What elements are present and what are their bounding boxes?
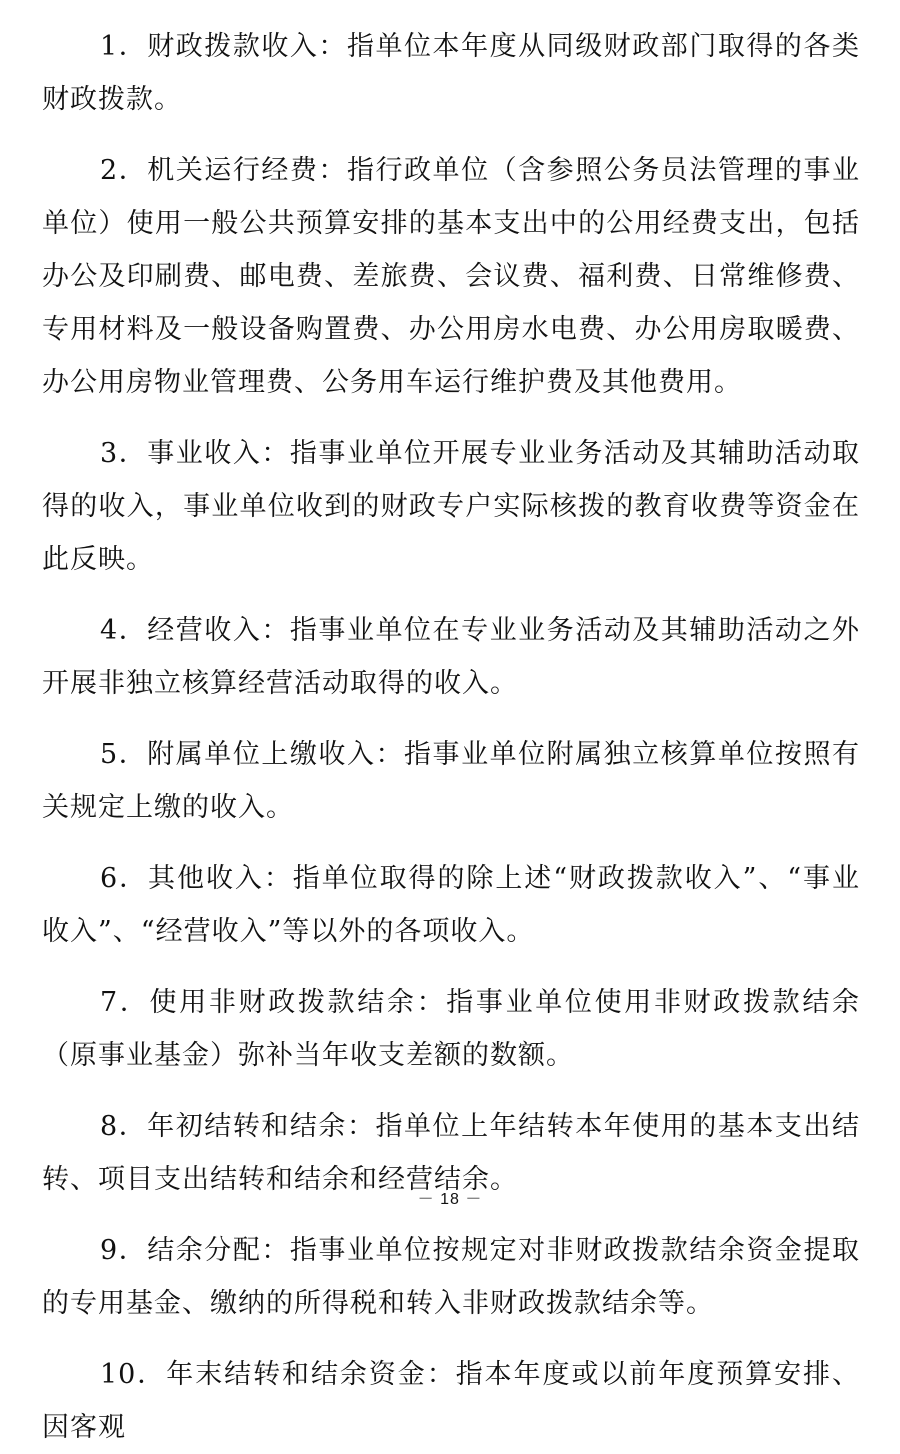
paragraph-balance-distribution: 9．结余分配：指事业单位按规定对非财政拨款结余资金提取的专用基金、缴纳的所得税和转入非财政拨款结余等。 (42, 1235, 860, 1319)
page-number: － 18 － (417, 1191, 483, 1208)
paragraph-operating-income: 4．经营收入：指事业单位在专业业务活动及其辅助活动之外开展非独立核算经营活动取得的收入。 (42, 615, 860, 699)
paragraph-other-income: 6．其他收入：指单位取得的除上述“财政拨款收入”、“事业收入”、“经营收入”等以外的各项收入。 (42, 863, 860, 947)
paragraph-business-income: 3．事业收入：指事业单位开展专业业务活动及其辅助活动取得的收入，事业单位收到的财政专户实际核拨的教育收费等资金在此反映。 (42, 438, 860, 575)
paragraph-agency-operating-expenses: 2．机关运行经费：指行政单位（含参照公务员法管理的事业单位）使用一般公共预算安排的基本支出中的公用经费支出，包括办公及印刷费、邮电费、差旅费、会议费、福利费、日常维修费、专用材料及一般设备购置费、办公用房水电费、办公用房取暖费、办公用房物业管理费、公务用车运行维护费及其他费用。 (42, 155, 860, 398)
paragraph-financial-appropriation-income: 1．财政拨款收入：指单位本年度从同级财政部门取得的各类财政拨款。 (42, 31, 860, 115)
paragraph-beginning-carryover-and-balance: 8．年初结转和结余：指单位上年结转本年使用的基本支出结转、项目支出结转和结余和经营结余。 (42, 1111, 860, 1195)
paragraph-year-end-carryover-funds: 10．年末结转和结余资金：指本年度或以前年度预算安排、因客观 (42, 1359, 860, 1443)
paragraph-subsidiary-remittance-income: 5．附属单位上缴收入：指事业单位附属独立核算单位按照有关规定上缴的收入。 (42, 739, 860, 823)
paragraph-use-of-non-appropriation-balance: 7．使用非财政拨款结余：指事业单位使用非财政拨款结余（原事业基金）弥补当年收支差额的数额。 (42, 987, 860, 1071)
